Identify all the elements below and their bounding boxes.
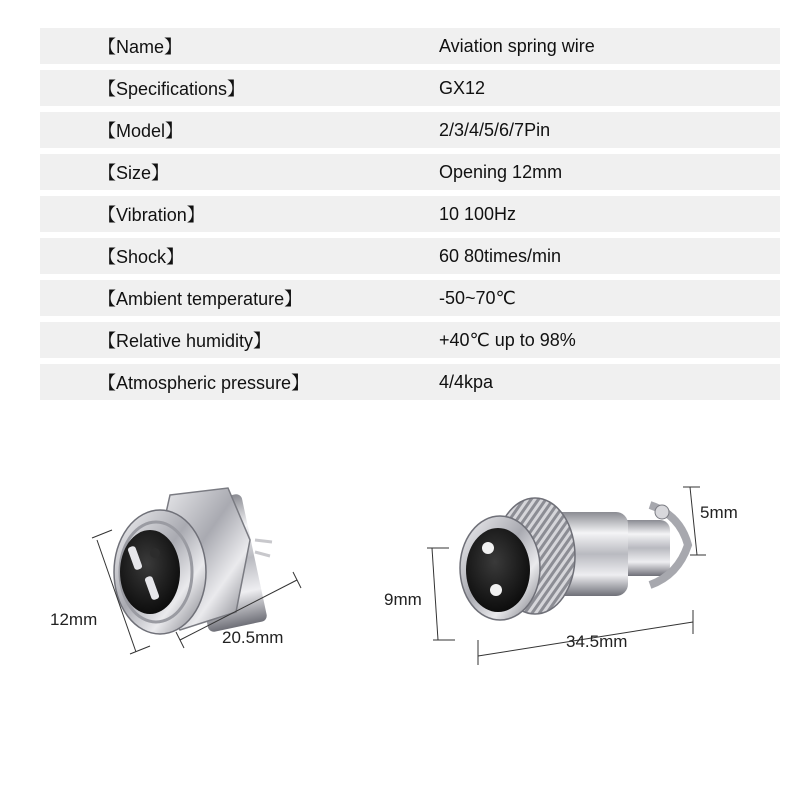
spec-label: 【Size】	[98, 163, 170, 183]
spec-label: 【Relative humidity】	[98, 331, 272, 351]
spec-label: 【Model】	[98, 121, 184, 141]
spec-label: 【Shock】	[98, 247, 185, 267]
spec-value: +40℃ up to 98%	[439, 329, 576, 350]
spec-label: 【Name】	[98, 37, 183, 57]
spec-value: -50~70℃	[439, 287, 516, 308]
spec-value: Opening 12mm	[439, 161, 563, 182]
spec-value: 2/3/4/5/6/7Pin	[439, 119, 551, 140]
height-dimension-label: 12mm	[50, 610, 98, 629]
spec-value: 10 100Hz	[439, 203, 517, 224]
spec-label: 【Atmospheric pressure】	[98, 373, 310, 393]
spec-label: 【Specifications】	[98, 79, 246, 99]
plug-height-dimension-label: 9mm	[384, 590, 422, 609]
spec-value: Aviation spring wire	[439, 35, 595, 56]
spec-value: GX12	[439, 77, 486, 98]
panel-mount-connector	[114, 488, 272, 634]
spec-label: 【Ambient temperature】	[98, 289, 303, 309]
tail-dimension-label: 5mm	[700, 503, 738, 522]
spec-value: 4/4kpa	[439, 371, 494, 392]
width-dimension-label: 20.5mm	[222, 628, 284, 647]
spec-label: 【Vibration】	[98, 205, 205, 225]
cable-plug-connector	[460, 498, 688, 620]
plug-length-dimension-label: 34.5mm	[566, 632, 628, 651]
spec-value: 60 80times/min	[439, 245, 562, 266]
